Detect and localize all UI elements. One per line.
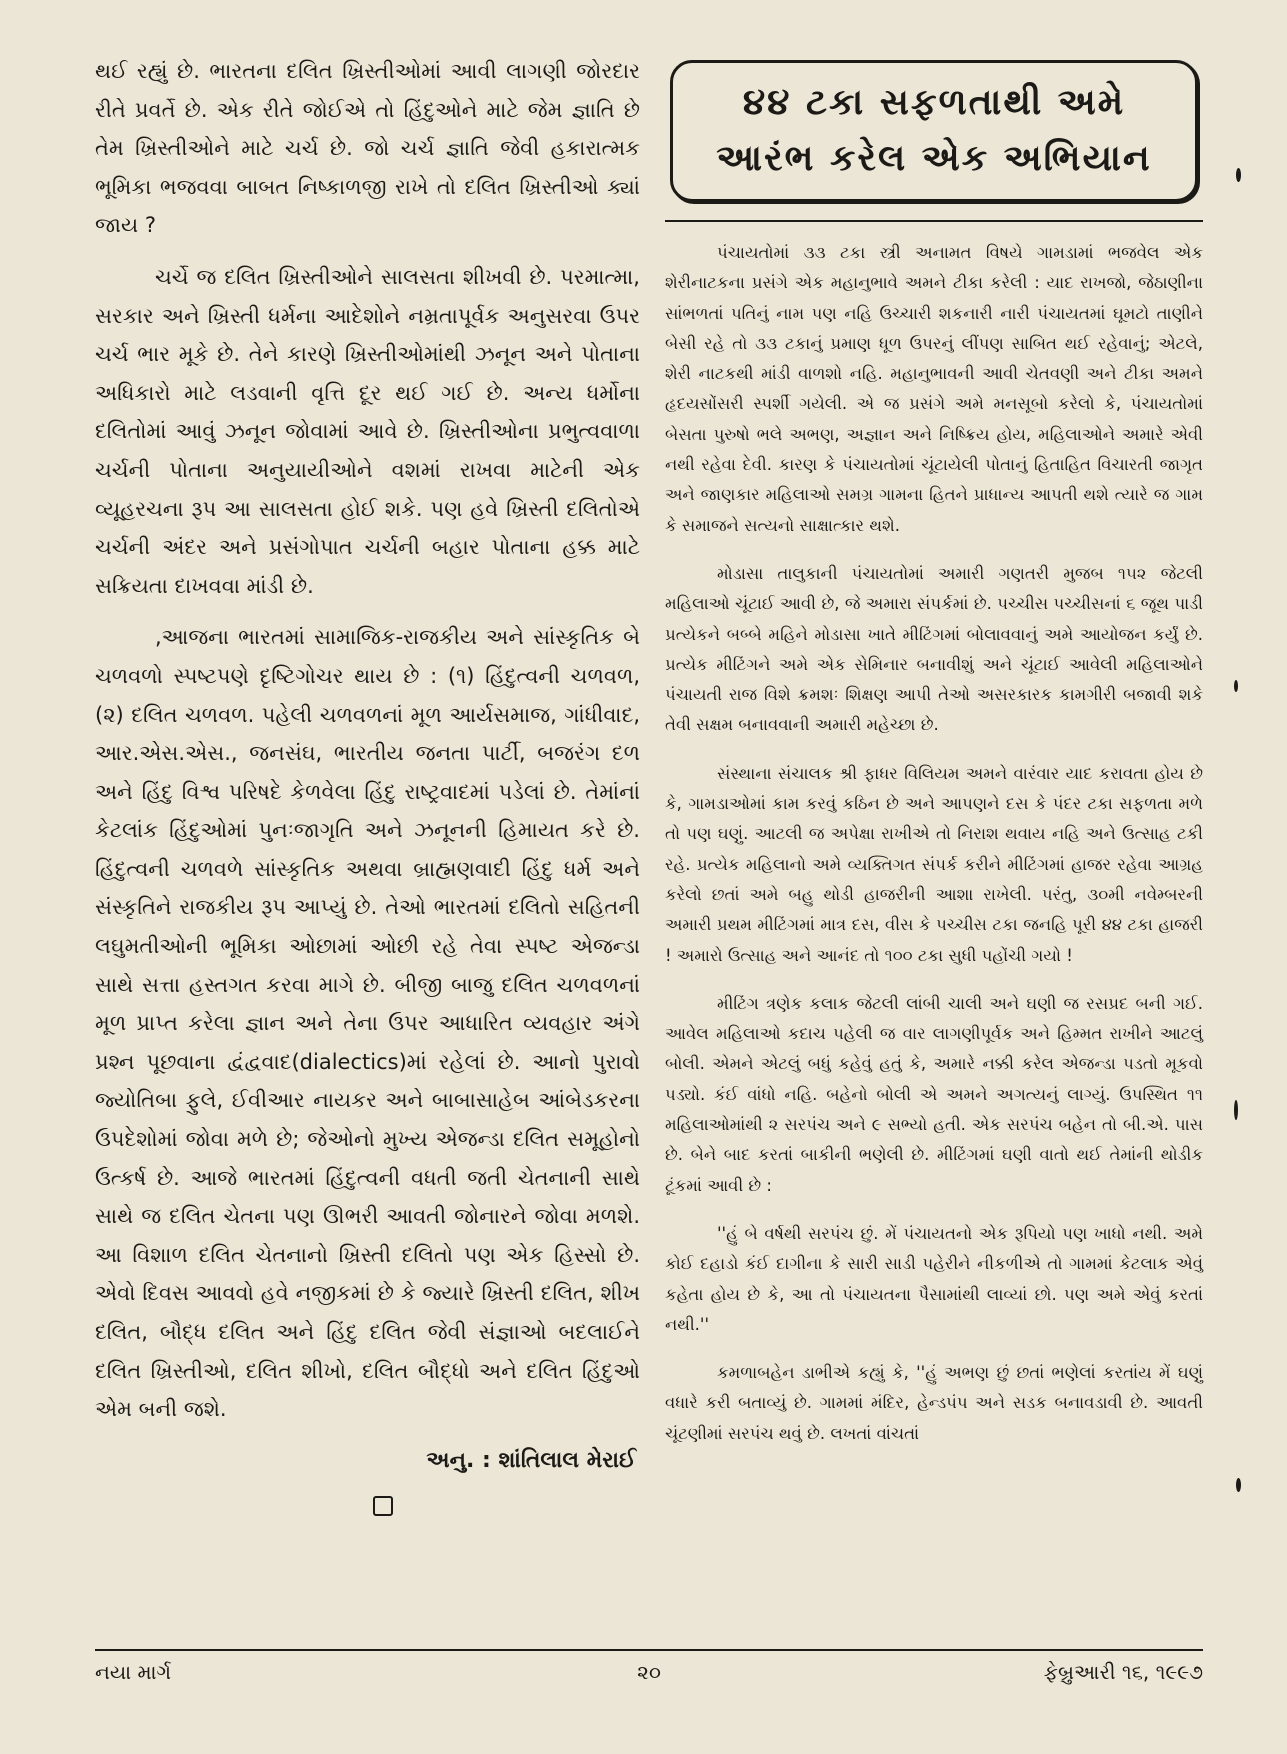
right-article-body: [665, 238, 1203, 1449]
right-paragraph-2: મોડાસા તાલુકાની પંચાયતોમાં અમારી ગણતરી મુજબ ૧૫૨ જેટલી મહિલાઓ ચૂંટાઈ આવી છે, જે અમારા સંપર્કમાં છે. પચ્ચીસ પચ્ચીસનાં ૬ જૂથ પાડી પ્રત્યેકને બબ્બે મહિને મોડાસા ખાતે મીટિંગમાં બોલાવવાનું અમે આયોજન કર્યું છે. પ્રત્યેક મીટિંગને અમે એક સેમિનાર બનાવીશું અને ચૂંટાઈ આવેલી મહિલાઓને પંચાયતી રાજ વિશે ક્રમશઃ શિક્ષણ આપી તેઓ અસરકારક કામગીરી બજાવી શકે તેવી સક્ષમ બનાવવાની અમારી મહેચ્છા છે.: [665, 563, 1203, 735]
right-paragraph-4: મીટિંગ ત્રણેક કલાક જેટલી લાંબી ચાલી અને ઘણી જ રસપ્રદ બની ગઈ. આવેલ મહિલાઓ કદાચ પહેલી જ વાર લાગણીપૂર્વક અને હિમ્મત રાખીને આટલું બોલી. એમને એટલું બધું કહેવું હતું કે, અમારે નક્કી કરેલ એજન્ડા પડતો મૂકવો પડ્યો. કંઈ વાંધો નહિ. બહેનો બોલી એ અમને અગત્યનું લાગ્યું. ઉપસ્થિત ૧૧ મહિલાઓમાંથી ૨ સરપંચ અને ૯ સભ્યો હતી. એક સરપંચ બહેન તો બી.એ. પાસ છે. બેને બાદ કરતાં બાકીની ભણેલી છે. મીટિંગમાં ઘણી વાતો થઈ તેમાંની થોડીક ટૂંકમાં આવી છે :: [665, 993, 1203, 1195]
page-footer: [95, 1660, 1203, 1690]
article-end-mark-icon: [373, 1496, 393, 1516]
left-paragraph-2: ચર્ચે જ દલિત ખ્રિસ્તીઓને સાલસતા શીખવી છે. પરમાત્મા, સરકાર અને ખ્રિસ્તી ધર્મના આદેશોને નમ્રતાપૂર્વક અનુસરવા ઉપર ચર્ચ ભાર મૂકે છે. તેને કારણે ખ્રિસ્તીઓમાંથી ઝનૂન અને પોતાના અધિકારો માટે લડવાની વૃત્તિ દૂર થઈ ગઈ છે. અન્ય ધર્મોના દલિતોમાં આવું ઝનૂન જોવામાં આવે છે. ખ્રિસ્તીઓના પ્રભુત્વવાળા ચર્ચની પોતાના અનુયાયીઓને વશમાં રાખવા માટેની એક વ્યૂહરચના રૂપ આ સાલસતા હોઈ શકે. પણ હવે ખ્રિસ્તી દલિતોએ ચર્ચની અંદર અને પ્રસંગોપાત ચર્ચની બહાર પોતાના હક્ક માટે સક્રિયતા દાખવવા માંડી છે.: [95, 264, 640, 598]
publication-name: નયા માર્ગ: [95, 1660, 172, 1684]
right-paragraph-1: પંચાયતોમાં ૩૩ ટકા સ્ત્રી અનામત વિષયે ગામડામાં ભજવેલ એક શેરીનાટકના પ્રસંગે એક મહાનુભાવે અમને ટીકા કરેલી : યાદ રાખજો, જેઠાણીના સાંભળતાં પતિનું નામ પણ નહિ ઉચ્ચારી શકનારી નારી પંચાયતમાં ઘૂમટો તાણીને બેસી રહે તો ૩૩ ટકાનું પ્રમાણ ધૂળ ઉપરનું લીંપણ સાબિત થઈ રહેવાનું; એટલે, શેરી નાટકથી માંડી વાળશો નહિ. મહાનુભાવની આવી ચેતવણી અને ટીકા અમને હૃદયસોંસરી સ્પર્શી ગયેલી. એ જ પ્રસંગે અમે મનસૂબો કરેલો કે, પંચાયતોમાં બેસતા પુરુષો ભલે અભણ, અજ્ઞાન અને નિષ્ક્રિય હોય, મહિલાઓને અમારે એવી નથી રહેવા દેવી. કારણ કે પંચાયતોમાં ચૂંટાયેલી પોતાનું હિતાહિત વિચારતી જાગૃત અને જાણકાર મહિલાઓ સમગ્ર ગામના હિતને પ્રાધાન્ય આપતી થશે ત્યારે જ ગામ કે સમાજને સત્યનો સાક્ષાત્કાર થશે.: [665, 243, 1203, 535]
right-column: [665, 60, 1203, 1467]
page-number: ૨૦: [637, 1660, 661, 1684]
title-divider: [665, 220, 1203, 222]
left-paragraph-1: થઈ રહ્યું છે. ભારતના દલિત ખ્રિસ્તીઓમાં આવી લાગણી જોરદાર રીતે પ્રવર્તે છે. એક રીતે જોઈએ તો હિંદુઓને માટે જેમ જ્ઞાતિ છે તેમ ખ્રિસ્તીઓને માટે ચર્ચ છે. જો ચર્ચ જ્ઞાતિ જેવી હકારાત્મક ભૂમિકા ભજવવા બાબત નિષ્કાળજી રાખે તો દલિત ખ્રિસ્તીઓ ક્યાં જાય ?: [95, 59, 640, 238]
footer-divider: [95, 1649, 1203, 1651]
right-quote-1: ''હું બે વર્ષથી સરપંચ છું. મેં પંચાયતનો એક રૂપિયો પણ ખાધો નથી. અમે કોઈ દહાડો કંઈ દાગીના કે સારી સાડી પહેરીને નીકળીએ તો ગામમાં કેટલાક એવું કહેતા હોય છે કે, આ તો પંચાયતના પૈસામાંથી લાવ્યાં છો. પણ અમે એવું કરતાં નથી.'': [665, 1223, 1203, 1334]
right-paragraph-3: સંસ્થાના સંચાલક શ્રી ફાધર વિલિયમ અમને વારંવાર યાદ કરાવતા હોય છે કે, ગામડાઓમાં કામ કરવું કઠિન છે અને આપણને દસ કે પંદર ટકા સફળતા મળે તો પણ ઘણું. આટલી જ અપેક્ષા રાખીએ તો નિરાશ થવાય નહિ અને ઉત્સાહ ટકી રહે. પ્રત્યેક મહિલાનો અમે વ્યક્તિગત સંપર્ક કરીને મીટિંગમાં હાજર રહેવા આગ્રહ કરેલો છતાં અમે બહુ થોડી હાજરીની આશા રાખેલી. પરંતુ, ૩૦મી નવેમ્બરની અમારી પ્રથમ મીટિંગમાં માત્ર દસ, વીસ કે પચ્ચીસ ટકા જનહિ પૂરી ૪૪ ટકા હાજરી ! અમારો ઉત્સાહ અને આનંદ તો ૧૦૦ ટકા સુધી પહોંચી ગયો !: [665, 763, 1203, 965]
left-column: [95, 52, 640, 1516]
article-title-line-2: આરંભ કરેલ એક અભિયાન: [716, 138, 1152, 179]
right-paragraph-5: કમળાબહેન ડાભીએ કહ્યું કે, ''હું અભણ છું છતાં ભણેલાં કરતાંય મેં ઘણું વધારે કરી બતાવ્યું છે. ગામમાં મંદિર, હેન્ડપંપ અને સડક બનાવડાવી છે. આવતી ચૂંટણીમાં સરપંચ થવું છે. લખતાં વાંચતાં: [665, 1363, 1203, 1443]
paper-speck: [1234, 1100, 1238, 1120]
article-title-box: [670, 60, 1198, 202]
paper-speck: [1236, 168, 1241, 182]
paper-speck: [1234, 680, 1238, 692]
paper-speck: [1236, 1478, 1241, 1492]
left-paragraph-3: ,આજના ભારતમાં સામાજિક-રાજકીય અને સાંસ્કૃતિક બે ચળવળો સ્પષ્ટપણે દૃષ્ટિગોચર થાય છે : (૧) હિંદુત્વની ચળવળ, (૨) દલિત ચળવળ. પહેલી ચળવળનાં મૂળ આર્યસમાજ, ગાંધીવાદ, આર.એસ.એસ., જનસંઘ, ભારતીય જનતા પાર્ટી, બજરંગ દળ અને હિંદુ વિશ્વ પરિષદે કેળવેલા હિંદુ રાષ્ટ્રવાદમાં પડેલાં છે. તેમાંનાં કેટલાંક હિંદુઓમાં પુનઃજાગૃતિ અને ઝનૂનની હિમાયત કરે છે. હિંદુત્વની ચળવળે સાંસ્કૃતિક અથવા બ્રાહ્મણવાદી હિંદુ ધર્મ અને સંસ્કૃતિને રાજકીય રૂપ આપ્યું છે. તેઓ ભારતમાં દલિતો સહિતની લઘુમતીઓની ભૂમિકા ઓછામાં ઓછી રહે તેવા સ્પષ્ટ એજન્ડા સાથે સત્તા હસ્તગત કરવા માગે છે. બીજી બાજુ દલિત ચળવળનાં મૂળ પ્રાપ્ત કરેલા જ્ઞાન અને તેના ઉપર આધારિત વ્યવહાર અંગે પ્રશ્ન પૂછવાના દ્વંદ્વવાદ(dialectics)માં રહેલાં છે. આનો પુરાવો જ્યોતિબા ફુલે, ઈવીઆર નાયકર અને બાબાસાહેબ આંબેડકરના ઉપદેશોમાં જોવા મળે છે; જેઓનો મુખ્ય એજન્ડા દલિત સમૂહોનો ઉત્કર્ષ છે. આજે ભારતમાં હિંદુત્વની વધતી જતી ચેતનાની સાથે સાથે જ દલિત ચેતના પણ ઊભરી આવતી જોનારને જોવા મળશે. આ વિશાળ દલિત ચેતનાનો ખ્રિસ્તી દલિતો પણ એક હિસ્સો છે. એવો દિવસ આવવો હવે નજીકમાં છે કે જ્યારે ખ્રિસ્તી દલિત, શીખ દલિત, બૌદ્ધ દલિત અને હિંદુ દલિત જેવી સંજ્ઞાઓ બદલાઈને દલિત ખ્રિસ્તીઓ, દલિત શીખો, દલિત બૌદ્ધો અને દલિત હિંદુઓ એમ બની જશે.: [95, 625, 640, 1422]
translator-credit: અનુ. : શાંતિલાલ મેરાઈ: [426, 1447, 636, 1473]
article-title-line-1: ૪૪ ટકા સફળતાથી અમે: [742, 82, 1126, 123]
issue-date: ફેબ્રુઆરી ૧૬, ૧૯૯૭: [1043, 1660, 1203, 1684]
